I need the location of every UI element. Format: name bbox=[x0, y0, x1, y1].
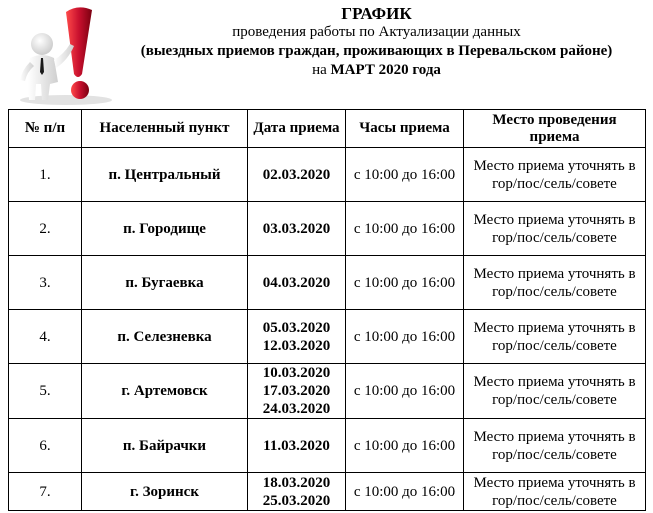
document-header bbox=[100, 4, 653, 80]
reception-date: 05.03.2020 bbox=[262, 319, 331, 336]
table-row bbox=[9, 364, 646, 419]
reception-location: Место приема уточнять в гор/пос/сель/совете bbox=[464, 473, 646, 511]
table-row bbox=[9, 148, 646, 202]
settlement-name: п. Центральный bbox=[82, 148, 248, 202]
column-header-hours: Часы приема bbox=[346, 110, 464, 148]
page-subtitle-scope: (выездных приемов граждан, проживающих в Перевальском районе) bbox=[140, 43, 613, 59]
table-row bbox=[9, 310, 646, 364]
table-row bbox=[9, 202, 646, 256]
reception-location: Место приема уточнять в гор/пос/сель/совете bbox=[464, 364, 646, 419]
row-number: 6. bbox=[9, 419, 82, 473]
reception-date: 03.03.2020 bbox=[262, 220, 331, 237]
reception-hours: с 10:00 до 16:00 bbox=[346, 256, 464, 310]
reception-date: 25.03.2020 bbox=[262, 492, 331, 509]
table-row bbox=[9, 256, 646, 310]
column-header-number: № п/п bbox=[9, 110, 82, 148]
reception-dates bbox=[248, 419, 346, 473]
schedule-table bbox=[8, 109, 646, 511]
settlement-name: п. Байрачки bbox=[82, 419, 248, 473]
reception-dates bbox=[248, 364, 346, 419]
column-header-date: Дата приема bbox=[248, 110, 346, 148]
period-prefix: на bbox=[312, 62, 327, 78]
reception-date: 02.03.2020 bbox=[262, 166, 331, 183]
page-subtitle: проведения работы по Актуализации данных bbox=[232, 24, 521, 40]
settlement-name: п. Городище bbox=[82, 202, 248, 256]
row-number: 4. bbox=[9, 310, 82, 364]
column-header-location: Место проведения приема bbox=[464, 110, 646, 148]
settlement-name: г. Артемовск bbox=[82, 364, 248, 419]
table-header-row bbox=[9, 110, 646, 148]
reception-location: Место приема уточнять в гор/пос/сель/совете bbox=[464, 310, 646, 364]
reception-date: 11.03.2020 bbox=[263, 437, 330, 454]
reception-location: Место приема уточнять в гор/пос/сель/совете bbox=[464, 202, 646, 256]
row-number: 3. bbox=[9, 256, 82, 310]
settlement-name: п. Бугаевка bbox=[82, 256, 248, 310]
reception-date: 12.03.2020 bbox=[262, 337, 331, 354]
row-number: 1. bbox=[9, 148, 82, 202]
reception-hours: с 10:00 до 16:00 bbox=[346, 473, 464, 511]
reception-location: Место приема уточнять в гор/пос/сель/совете bbox=[464, 419, 646, 473]
period-value: МАРТ 2020 года bbox=[330, 62, 441, 78]
row-number: 5. bbox=[9, 364, 82, 419]
reception-hours: с 10:00 до 16:00 bbox=[346, 310, 464, 364]
row-number: 2. bbox=[9, 202, 82, 256]
reception-hours: с 10:00 до 16:00 bbox=[346, 202, 464, 256]
reception-location: Место приема уточнять в гор/пос/сель/совете bbox=[464, 148, 646, 202]
reception-dates bbox=[248, 473, 346, 511]
page-title: ГРАФИК bbox=[341, 4, 412, 23]
reception-dates bbox=[248, 148, 346, 202]
row-number: 7. bbox=[9, 473, 82, 511]
table-row bbox=[9, 419, 646, 473]
reception-date: 24.03.2020 bbox=[262, 401, 331, 417]
period-line bbox=[100, 61, 653, 80]
reception-location: Место приема уточнять в гор/пос/сель/совете bbox=[464, 256, 646, 310]
reception-dates bbox=[248, 256, 346, 310]
reception-dates bbox=[248, 310, 346, 364]
reception-hours: с 10:00 до 16:00 bbox=[346, 364, 464, 419]
column-header-settlement: Населенный пункт bbox=[82, 110, 248, 148]
reception-hours: с 10:00 до 16:00 bbox=[346, 419, 464, 473]
settlement-name: п. Селезневка bbox=[82, 310, 248, 364]
table-row bbox=[9, 473, 646, 511]
reception-hours: с 10:00 до 16:00 bbox=[346, 148, 464, 202]
settlement-name: г. Зоринск bbox=[82, 473, 248, 511]
reception-date: 17.03.2020 bbox=[262, 383, 331, 399]
reception-dates bbox=[248, 202, 346, 256]
reception-date: 04.03.2020 bbox=[262, 274, 331, 291]
reception-date: 10.03.2020 bbox=[262, 365, 331, 381]
reception-date: 18.03.2020 bbox=[262, 474, 331, 491]
